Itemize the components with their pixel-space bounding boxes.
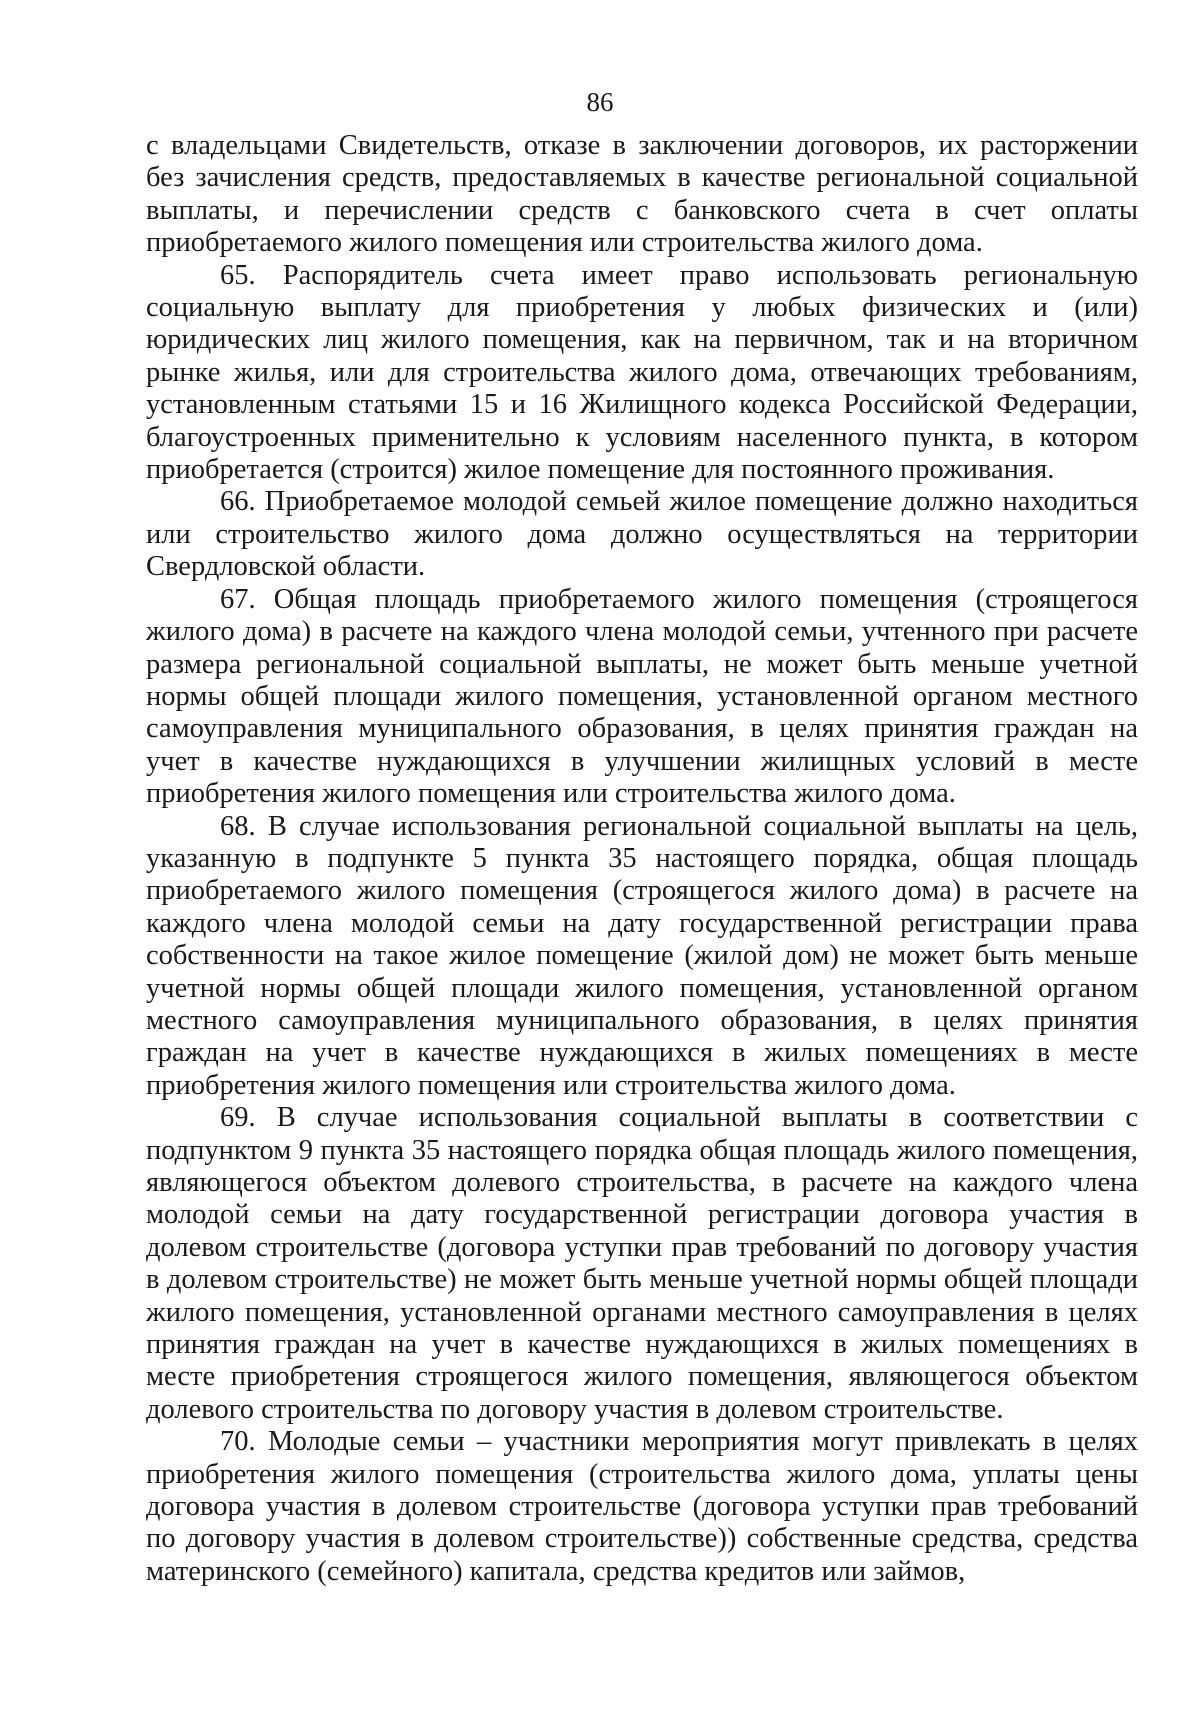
paragraph-text: В случае использования региональной социальной выплаты на цель, указанную в подпункте 5 пункта 35 настоящего порядка, общая площадь приобретаемого жилого помещения (строящегося жилого дома) в расчете на каждого члена молодой семьи на дату государственной регистрации права собственности на такое жилое помещение (жилой дом) не может быть меньше учетной нормы общей площади жилого помещения, установленной органом местного самоуправления муниципального образования, в целях принятия граждан на учет в качестве нуждающихся в жилых помещениях в месте приобретения жилого помещения или строительства жилого дома.	[146, 810, 1139, 1101]
paragraph-number: 69.	[220, 1102, 256, 1134]
page-number: 86	[586, 87, 614, 117]
paragraph-number: 68.	[220, 810, 256, 842]
paragraph-number: 65.	[220, 259, 256, 291]
paragraph-text: Приобретаемое молодой семьей жилое помещение должно находиться или строительство жилого дома должно осуществляться на территории Свердловской области.	[146, 486, 1138, 583]
paragraph-text: Молодые семьи – участники мероприятия могут привлекать в целях приобретения жилого помещения (строительства жилого дома, уплаты цены договора участия в долевом строительстве (договора уступки прав требований по договору участия в долевом строительстве)) собственные средства, средства материнского (семейного) капитала, средства кредитов или займов,	[146, 1426, 1139, 1587]
paragraph-text: В случае использования социальной выплаты в соответствии с подпунктом 9 пункта 35 настоящего порядка общая площадь жилого помещения, являющегося объектом долевого строительства, в расчете на каждого члена молодой семьи на дату государственной регистрации договора участия в долевом строительстве (договора уступки прав требований по договору участия в долевом строительстве) не может быть меньше учетной нормы общей площади жилого помещения, установленной органами местного самоуправления в целях принятия граждан на учет в качестве нуждающихся в жилых помещениях в месте приобретения строящегося жилого помещения, являющегося объектом долевого строительства по договору участия в долевом строительстве.	[146, 1102, 1139, 1425]
document-body	[146, 130, 1138, 1588]
paragraph-number: 70.	[220, 1426, 256, 1458]
paragraph-68	[146, 811, 1138, 1103]
paragraph-70	[146, 1426, 1138, 1588]
paragraph-65	[146, 260, 1138, 487]
paragraph-69	[146, 1102, 1138, 1426]
paragraph-text: с владельцами Свидетельств, отказе в заключении договоров, их расторжении без зачисления средств, предоставляемых в качестве региональной социальной выплаты, и перечислении средств с банковского счета в счет оплаты приобретаемого жилого помещения или строительства жилого дома.	[146, 130, 1138, 259]
paragraph-text: Распорядитель счета имеет право использовать региональную социальную выплату для приобретения у любых физических и (или) юридических лиц жилого помещения, как на первичном, так и на вторичном рынке жилья, или для строительства жилого дома, отвечающих требованиям, установленным статьями 15 и 16 Жилищного кодекса Российской Федерации, благоустроенных применительно к условиям населенного пункта, в котором приобретается (строится) жилое помещение для постоянного проживания.	[146, 259, 1139, 486]
paragraph-continuation	[146, 130, 1138, 260]
paragraph-number: 67.	[220, 583, 256, 615]
paragraph-number: 66.	[220, 486, 256, 518]
paragraph-67	[146, 584, 1138, 811]
paragraph-66	[146, 486, 1138, 583]
paragraph-text: Общая площадь приобретаемого жилого помещения (строящегося жилого дома) в расчете на каждого члена молодой семьи, учтенного при расчете размера региональной социальной выплаты, не может быть меньше учетной нормы общей площади жилого помещения, установленной органом местного самоуправления муниципального образования, в целях принятия граждан на учет в качестве нуждающихся в улучшении жилищных условий в месте приобретения жилого помещения или строительства жилого дома.	[146, 583, 1138, 810]
